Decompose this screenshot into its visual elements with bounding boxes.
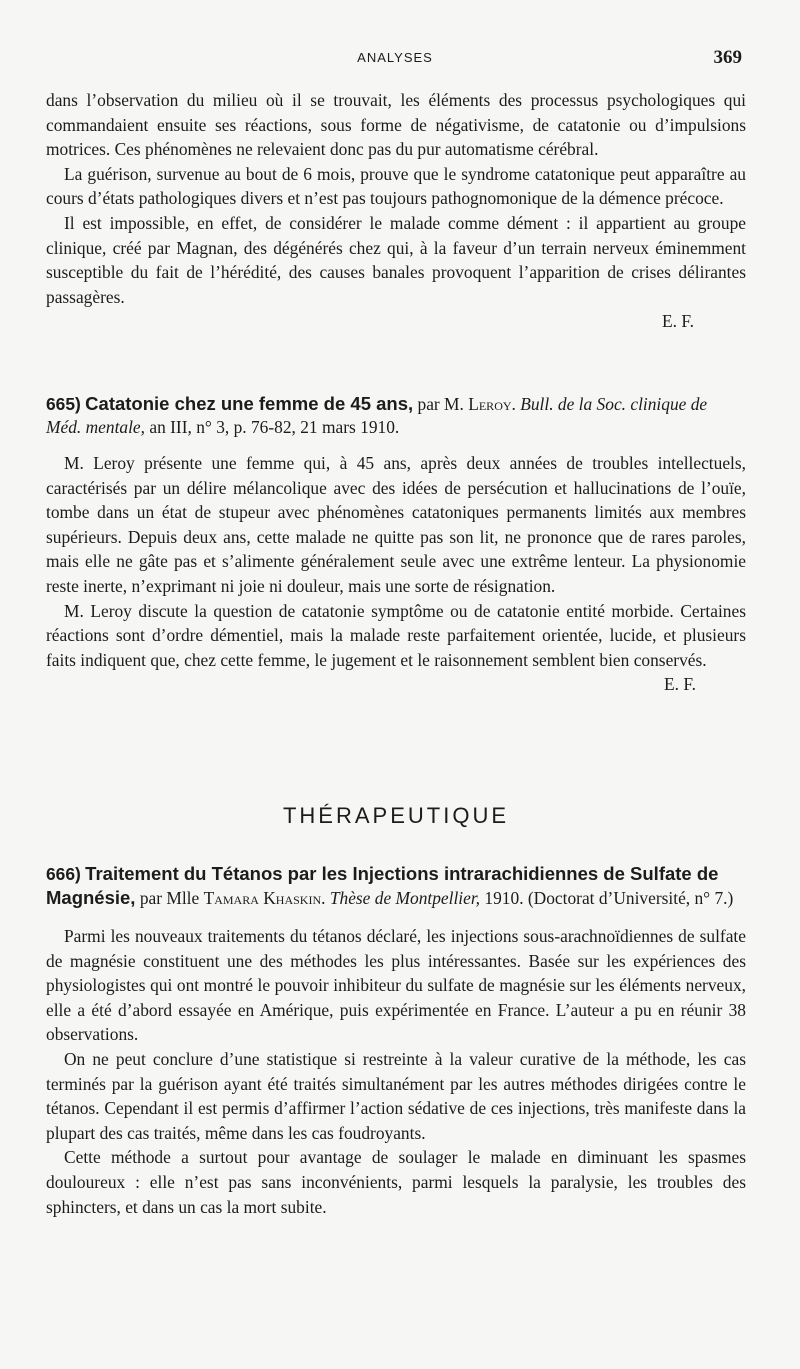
entry-665-journal: Bull. de la Soc. clinique de Méd. mentale,: [46, 394, 708, 437]
entry-665-title: Catatonie chez une femme de 45 ans,: [85, 393, 414, 414]
entry-666-author: Tamara Khaskin.: [203, 888, 326, 908]
therapeutique-section-heading: [46, 803, 746, 829]
entry-665-signature: E. F.: [664, 674, 696, 695]
entry-665-paragraph-1: M. Leroy présente une femme qui, à 45 ans, après deux années de troubles intellectuels, caractérisés par un délire mélancolique avec des idées de persécution et hallucinations de l’ouïe, tombe dans un état de stupeur avec phénomènes catatoniques permanents limités aux membres supérieurs. Depuis deux ans, cette malade ne quitte pas son lit, ne prononce que de rares paroles, mais elle ne gâte pas et s’alimente généralement seule avec une extrême lenteur. La physionomie reste inerte, n’exprimant ni joie ni douleur, mais une sorte de résignation.: [46, 453, 746, 596]
entry-665-paragraph-2-text: M. Leroy discute la question de catatonie symptôme ou de catatonie entité morbide. Certaines réactions sont d’ordre démentiel, mais la malade reste parfaitement orientée, lucide, et plusieurs faits indiquent que, chez cette femme, le jugement et le raisonnement semblent bien conservés.: [46, 600, 746, 670]
entry-665-details: an III, n° 3, p. 76-82, 21 mars 1910.: [149, 417, 400, 437]
entry-666-details: 1910. (Doctorat d’Université, n° 7.): [484, 888, 734, 908]
running-title: ANALYSES: [357, 50, 433, 65]
entry-666-heading: [46, 862, 746, 910]
entry-666-title: Traitement du Tétanos par les Injections intrarachidiennes de Sulfate de Magnésie,: [46, 863, 719, 908]
intro-paragraph-3: Il est impossible, en effet, de considérer le malade comme dément : il appartient au groupe clinique, créé par Magnan, des dégénérés chez qui, à la faveur d’un terrain nerveux éminemment susceptible du fait de l’hérédité, des causes banales provoquent l’apparition de crises délirantes passagères.: [46, 212, 746, 307]
entry-665-heading: [46, 392, 746, 439]
entry-666-by: par Mlle: [139, 888, 200, 908]
running-header: [48, 47, 742, 70]
entry-666-paragraph-1: Parmi les nouveaux traitements du tétanos déclaré, les injections sous-arachnoïdiennes de sulfate de magnésie constituent une des méthodes les plus intéressantes. Basée sur les expériences des physiologistes qui ont montré le pouvoir inhibiteur du sulfate de magnésie sur les éléments nerveux, elle a été d’abord essayée en Amérique, puis expérimentée en France. L’auteur a pu en réunir 38 observations.: [46, 926, 746, 1045]
page-number: 369: [713, 47, 742, 68]
entry-666-paragraph-2: On ne peut conclure d’une statistique si restreinte à la valeur curative de la méthode, les cas terminés par la guérison ayant été traités simultanément par les autres méthodes dirigées contre le tétanos. Cependant il est permis d’affirmer l’action sédative de ces injections, très manifeste dans la plupart des cas traités, même dans les cas foudroyants.: [46, 1048, 746, 1143]
intro-signature: E. F.: [662, 311, 694, 332]
entry-665-author: Leroy.: [468, 394, 516, 414]
entry-665-paragraph-2: [46, 599, 746, 695]
entry-666-paragraph-3: Cette méthode a surtout pour avantage de soulager le malade en diminuant les spasmes douloureux : elle n’est pas sans inconvénients, parmi lesquels la paralysie, les troubles des sphincters, et dans un cas la mort subite.: [46, 1147, 746, 1217]
entry-665-number: 665): [46, 394, 81, 414]
intro-paragraph-1: dans l’observation du milieu où il se trouvait, les éléments des processus psychologiques qui commandaient ensuite ses réactions, sous forme de négativisme, de catatonie ou d’impulsions motrices. Ces phénomènes ne relevaient donc pas du pur automatisme cérébral.: [46, 90, 746, 160]
entry-665-by: par M.: [417, 394, 464, 414]
intro-section: [46, 88, 746, 334]
entry-666-journal: Thèse de Montpellier,: [329, 888, 481, 908]
intro-paragraph-2: La guérison, survenue au bout de 6 mois, prouve que le syndrome catatonique peut apparaître au cours d’états pathologiques divers et n’est pas toujours pathognomonique de la démence précoce.: [46, 163, 746, 209]
entry-666: [46, 862, 746, 1219]
entry-666-number: 666): [46, 864, 81, 884]
section-title: THÉRAPEUTIQUE: [282, 803, 510, 828]
entry-665: [46, 392, 746, 697]
